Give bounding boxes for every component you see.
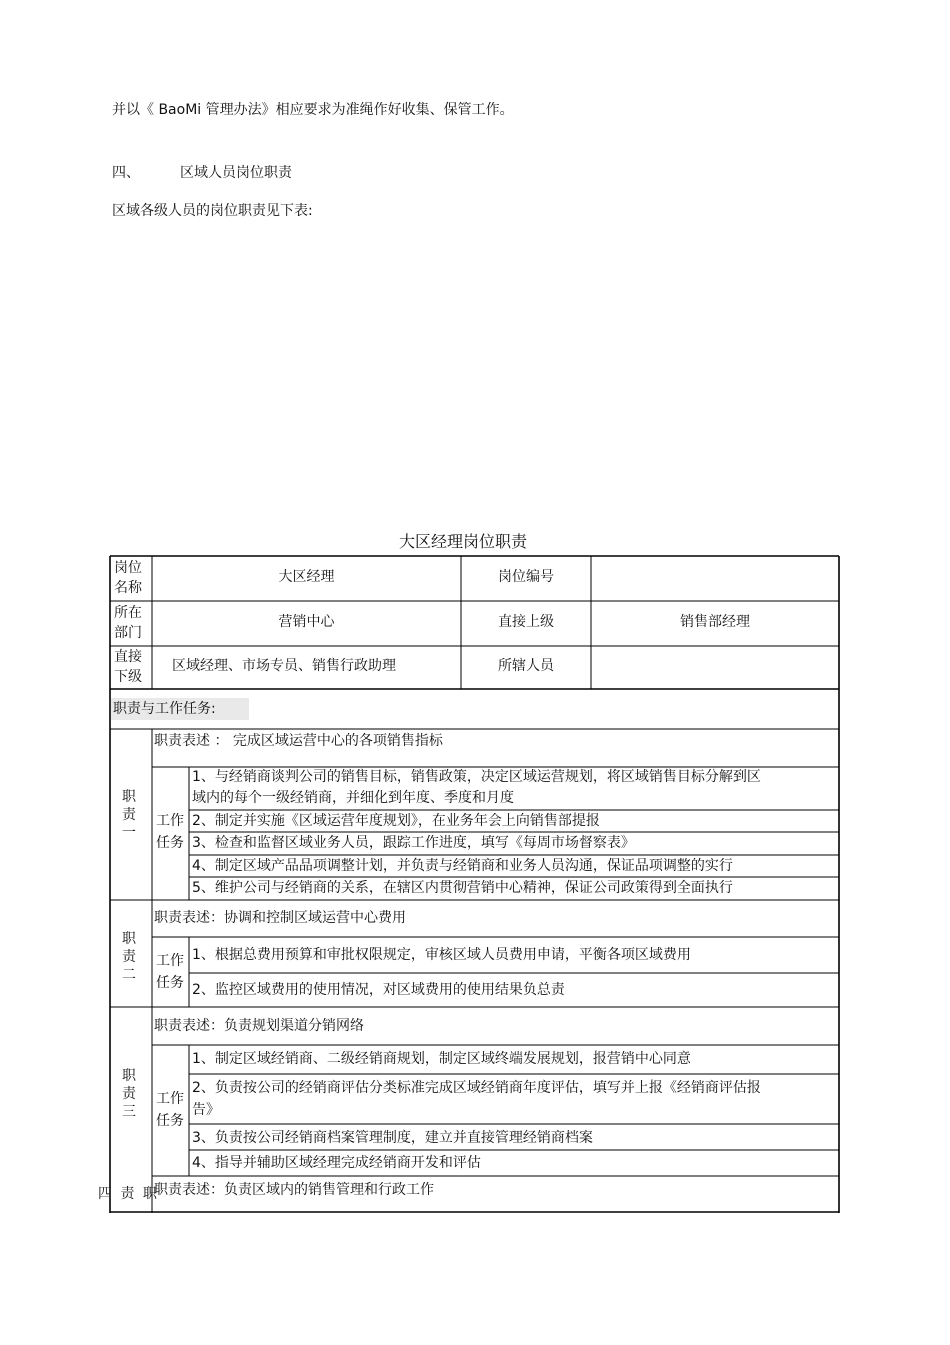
- department-label: 所在部门: [114, 605, 142, 641]
- duty-3-label: 职责三: [122, 1068, 136, 1120]
- post-name-value: 大区经理: [278, 569, 335, 585]
- duty-2-task-label: 工作任务: [156, 953, 184, 991]
- duty-3-task-label: 工作任务: [156, 1091, 184, 1129]
- subordinate-value: 区域经理、市场专员、销售行政助理: [172, 658, 396, 674]
- duty-1-task-2: 2、制定并实施《区域运营年度规划》，在业务年会上向销售部提报: [192, 813, 600, 829]
- superior-value: 销售部经理: [680, 614, 750, 630]
- duty-4-statement: 职责表述：负责区域内的销售管理和行政工作: [154, 1182, 434, 1198]
- duty-2-task-1: 1、根据总费用预算和审批权限规定，审核区域人员费用申请，平衡各项区域费用: [192, 947, 691, 963]
- subordinate-label: 直接下级: [114, 649, 142, 685]
- duty-1-task-1: 1、与经销商谈判公司的销售目标，销售政策，决定区域运营规划，将区域销售目标分解到区域内的每个一级经销商，并细化到年度、季度和月度: [192, 769, 761, 806]
- duty-1-label: 职责一: [122, 789, 136, 841]
- duty-1-task-4: 4、制定区域产品品项调整计划，并负责与经销商和业务人员沟通，保证品项调整的实行: [192, 858, 733, 874]
- duty-1-statement: 职责表述 ： 完成区域运营中心的各项销售指标: [154, 733, 443, 749]
- duty-3-task-4: 4、指导并辅助区域经理完成经销商开发和评估: [192, 1155, 481, 1171]
- intro-paragraph: 并以《 BaoMi 管理办法》相应要求为准绳作好收集、保管工作。: [112, 102, 514, 118]
- duty-3-task-3: 3、负责按公司经销商档案管理制度，建立并直接管理经销商档案: [192, 1130, 593, 1146]
- table-title: 大区经理岗位职责: [399, 532, 528, 551]
- duty-1-task-5: 5、维护公司与经销商的关系，在辖区内贯彻营销中心精神，保证公司政策得到全面执行: [192, 880, 733, 896]
- duties-header: 职责与工作任务:: [111, 698, 249, 720]
- post-code-label: 岗位编号: [498, 569, 554, 585]
- duty-1-task-3: 3、检查和监督区域业务人员，跟踪工作进度，填写《每周市场督察表》: [192, 835, 635, 851]
- section-intro-paragraph: 区域各级人员的岗位职责见下表:: [112, 203, 313, 219]
- duty-2-statement: 职责表述：协调和控制区域运营中心费用: [154, 910, 406, 926]
- duty-1-task-label: 工作任务: [156, 813, 184, 851]
- duty-3-task-1: 1、制定区域经销商、二级经销商规划，制定区域终端发展规划，报营销中心同意: [192, 1051, 691, 1067]
- department-value: 营销中心: [278, 614, 335, 630]
- superior-label: 直接上级: [498, 614, 554, 630]
- managed-staff-label: 所辖人员: [498, 658, 554, 674]
- duty-2-label: 职责二: [122, 931, 136, 983]
- post-name-label: 岗位名称: [114, 560, 142, 596]
- duty-3-statement: 职责表述：负责规划渠道分销网络: [154, 1018, 364, 1034]
- section-number: 四、: [112, 165, 140, 181]
- duty-4-label: 四 责 职: [98, 1186, 159, 1202]
- section-title: 区域人员岗位职责: [180, 165, 292, 181]
- duty-3-task-2: 2、负责按公司的经销商评估分类标准完成区域经销商年度评估，填写并上报《经销商评估报告》: [192, 1080, 761, 1118]
- duty-2-task-2: 2、监控区域费用的使用情况，对区域费用的使用结果负总责: [192, 982, 565, 998]
